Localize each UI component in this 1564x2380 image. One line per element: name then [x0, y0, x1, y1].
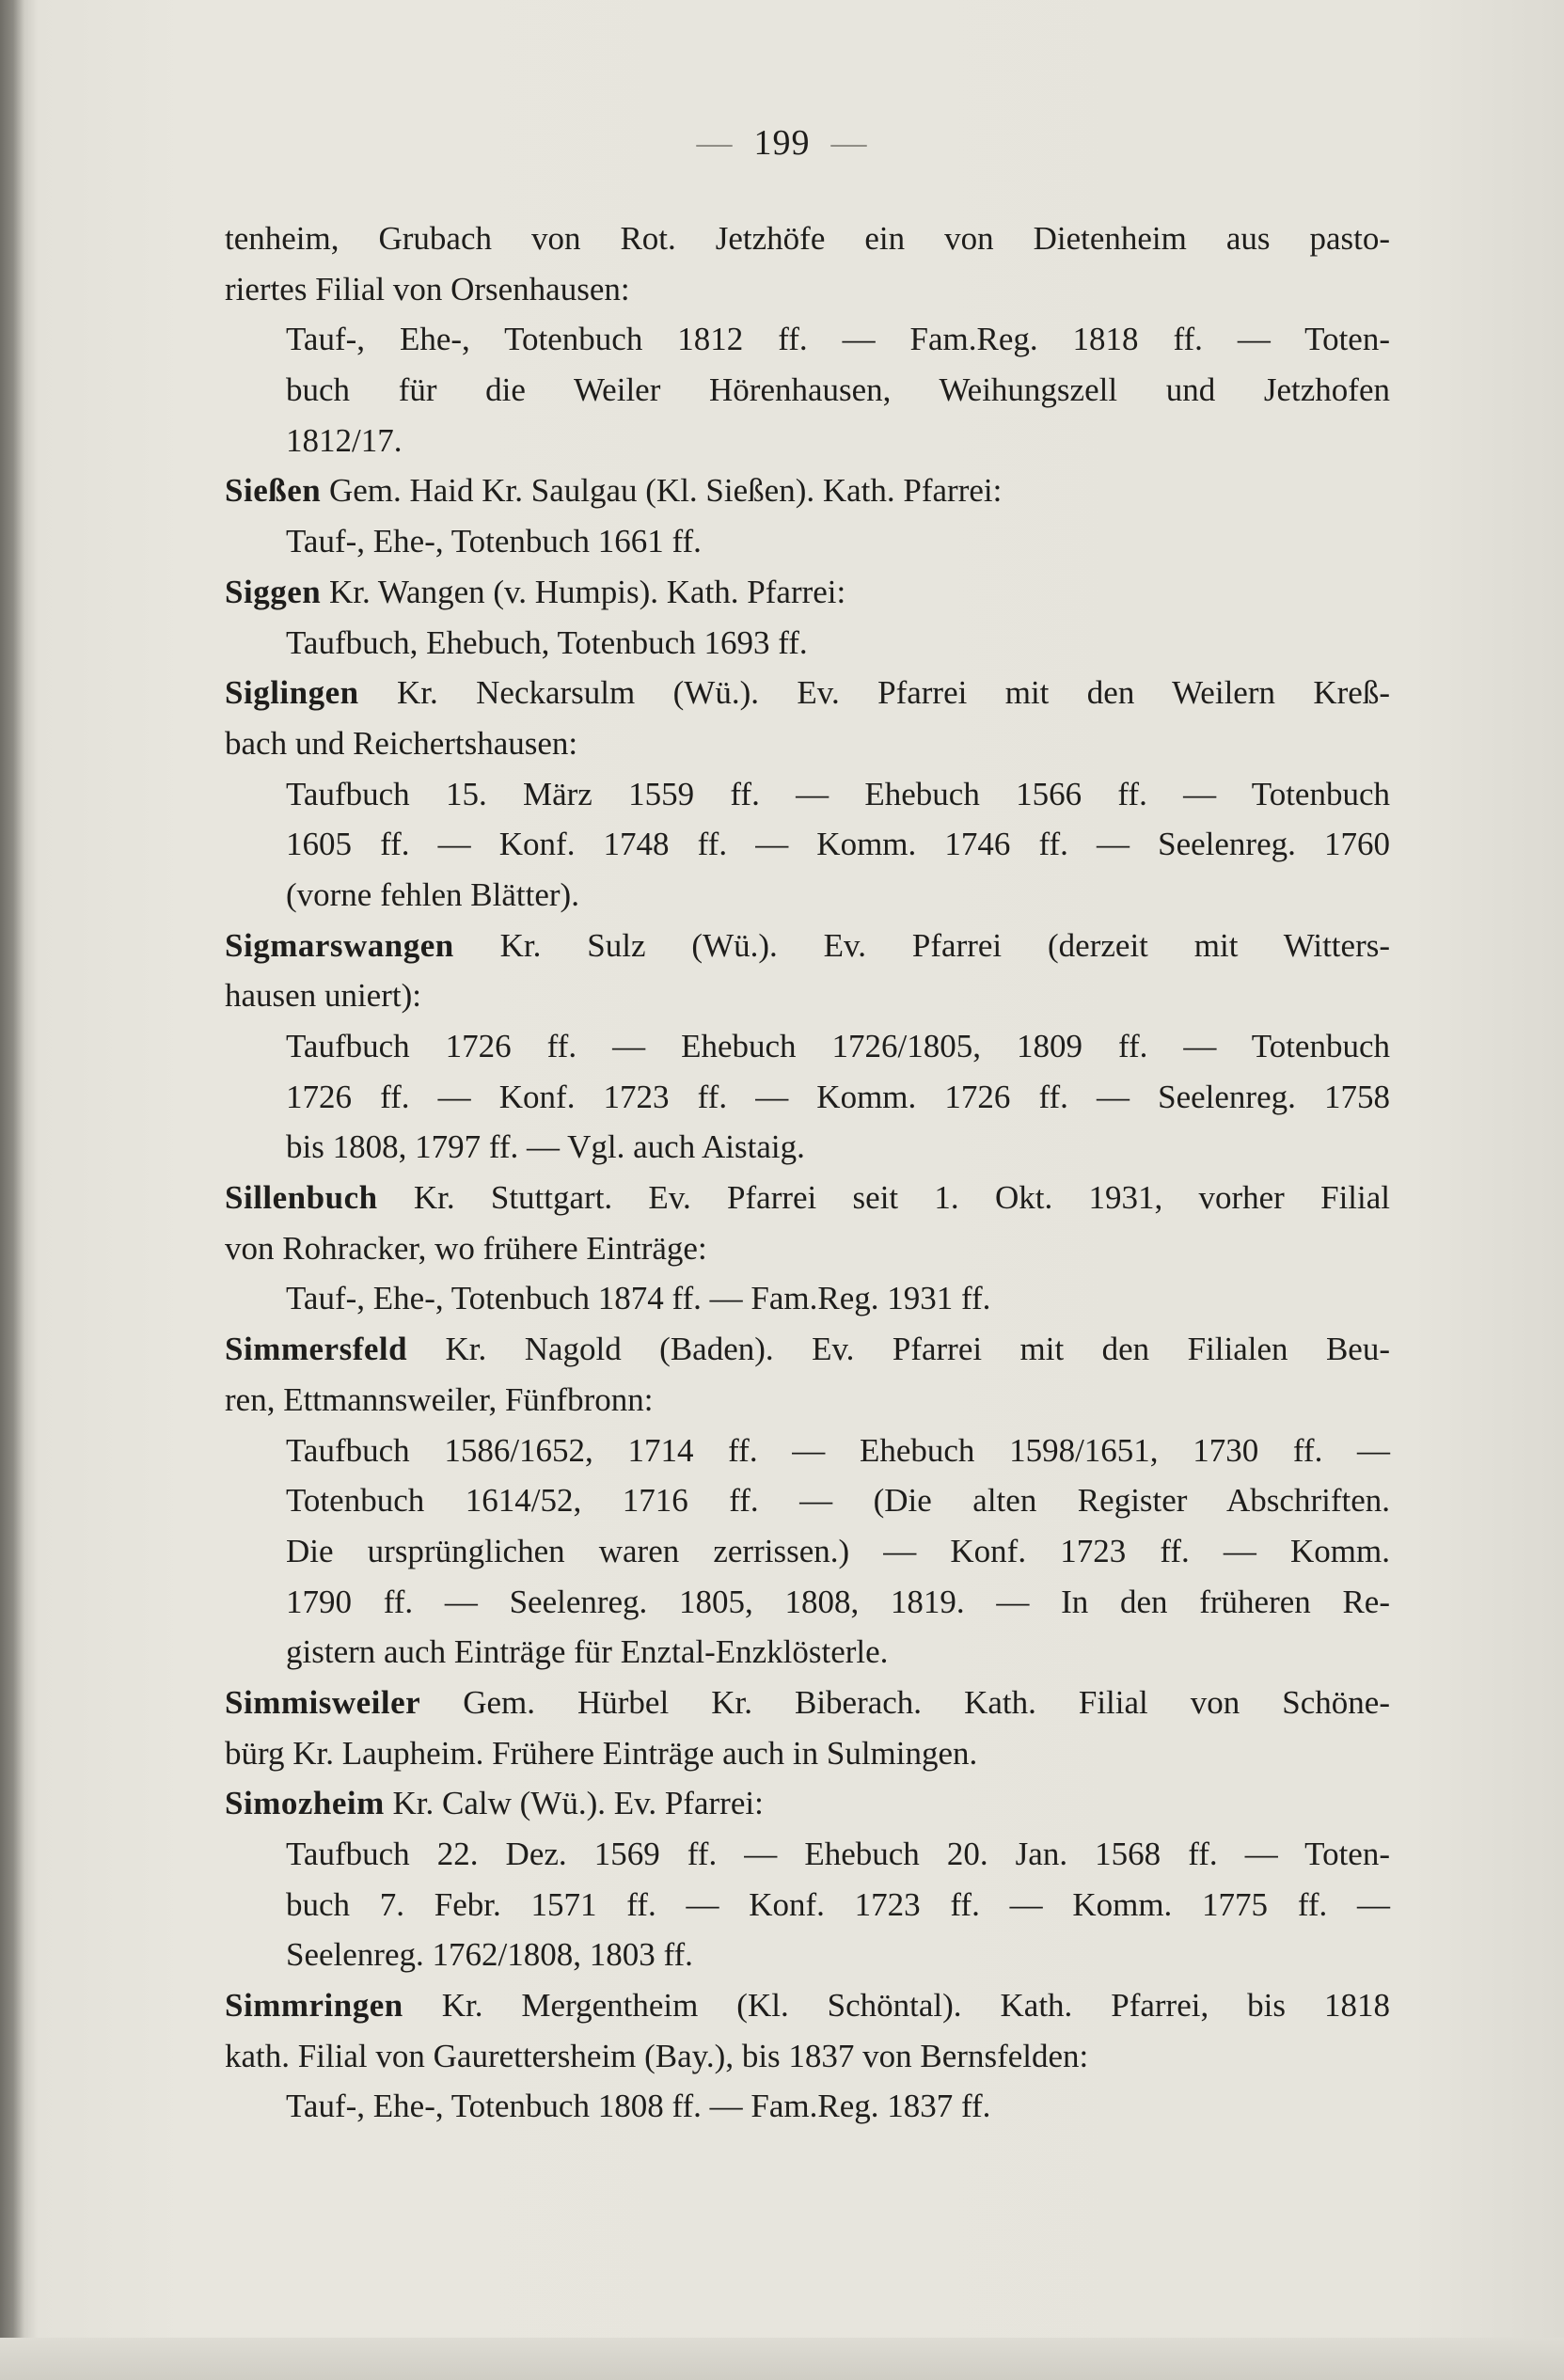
- line-text: Gem. Haid Kr. Saulgau (Kl. Sießen). Kath. Pfarrei:: [321, 472, 1003, 510]
- record-line: Die ursprünglichen waren zerrissen.) — Konf. 1723 ff. — Komm.: [286, 1532, 1390, 1569]
- entry-first-line: [225, 567, 1390, 618]
- entry-first-line: [225, 1980, 1390, 2031]
- record-line: Tauf-, Ehe-, Totenbuch 1874 ff. — Fam.Reg. 1931 ff.: [286, 1280, 991, 1317]
- line-text: von Rohracker, wo frühere Einträge:: [225, 1229, 707, 1267]
- entry-headword: Simozheim: [225, 1785, 385, 1822]
- entry-first-line: [225, 921, 1390, 971]
- entry: [225, 567, 1390, 668]
- entry-first-line: [225, 1324, 1390, 1375]
- record-line: Taufbuch 1586/1652, 1714 ff. — Ehebuch 1598/1651, 1730 ff. —: [286, 1431, 1390, 1469]
- entry-headword: Sießen: [225, 472, 322, 510]
- line-text: kath. Filial von Gaurettersheim (Bay.), bis 1837 von Bernsfelden:: [225, 2037, 1089, 2074]
- entry-headword: Siglingen: [225, 674, 359, 712]
- record-line: bis 1808, 1797 ff. — Vgl. auch Aistaig.: [286, 1128, 805, 1166]
- record-line: Totenbuch 1614/52, 1716 ff. — (Die alten Register Abschriften.: [286, 1482, 1390, 1520]
- entry-headword: Sigmarswangen: [225, 926, 454, 964]
- record-line: Taufbuch, Ehebuch, Totenbuch 1693 ff.: [286, 623, 808, 661]
- entry-headword: Siggen: [225, 573, 322, 610]
- line-text: bürg Kr. Laupheim. Frühere Einträge auch in Sulmingen.: [225, 1734, 978, 1772]
- record-line: buch für die Weiler Hörenhausen, Weihungszell und Jetzhofen: [286, 371, 1390, 409]
- entry-continuation-line: [225, 1728, 1390, 1779]
- page-number-dash-right: —: [830, 123, 868, 163]
- line-text: Kr. Neckarsulm (Wü.). Ev. Pfarrei mit den Weilern Kreß-: [358, 674, 1390, 712]
- page-bottom-shadow: [0, 2338, 1564, 2380]
- entry: [225, 1324, 1390, 1678]
- record-line: Tauf-, Ehe-, Totenbuch 1812 ff. — Fam.Reg. 1818 ff. — Toten-: [286, 321, 1390, 358]
- line-text: Kr. Mergentheim (Kl. Schöntal). Kath. Pfarrei, bis 1818: [403, 1987, 1390, 2025]
- line-text: Kr. Sulz (Wü.). Ev. Pfarrei (derzeit mit Witters-: [453, 926, 1390, 964]
- entry-first-line: [225, 1173, 1390, 1223]
- record-line: gistern auch Einträge für Enztal-Enzklösterle.: [286, 1633, 889, 1671]
- line-text: hausen uniert):: [225, 977, 421, 1015]
- record-line: Taufbuch 1726 ff. — Ehebuch 1726/1805, 1809 ff. — Totenbuch: [286, 1028, 1390, 1064]
- entry-first-line: [225, 1778, 1390, 1829]
- entry-headword: Simmersfeld: [225, 1331, 408, 1368]
- line-text: riertes Filial von Orsenhausen:: [225, 270, 630, 307]
- record-line: Tauf-, Ehe-, Totenbuch 1808 ff. — Fam.Reg. 1837 ff.: [286, 2088, 991, 2125]
- record-line: 1812/17.: [286, 421, 403, 459]
- entry: [225, 1678, 1390, 1778]
- entry-first-line: [225, 465, 1390, 516]
- entry: [225, 465, 1390, 566]
- entry-continuation-line: [225, 264, 1390, 315]
- line-text: Kr. Nagold (Baden). Ev. Pfarrei mit den Filialen Beu-: [407, 1331, 1390, 1368]
- entry-continuation-line: [225, 970, 1390, 1021]
- record-line: (vorne fehlen Blätter).: [286, 875, 579, 913]
- record-line: 1605 ff. — Konf. 1748 ff. — Komm. 1746 ff. — Seelenreg. 1760: [286, 826, 1390, 863]
- entry-continuation-line: [225, 718, 1390, 769]
- entry: [225, 1980, 1390, 2132]
- entry-first-line: [225, 213, 1390, 264]
- entry-first-line: [225, 668, 1390, 718]
- entry-headword: Sillenbuch: [225, 1179, 378, 1217]
- entry: [225, 921, 1390, 1173]
- entry-headword: Simmisweiler: [225, 1683, 421, 1721]
- record-line: 1790 ff. — Seelenreg. 1805, 1808, 1819. — In den früheren Re-: [286, 1583, 1390, 1620]
- line-text: Kr. Calw (Wü.). Ev. Pfarrei:: [384, 1785, 764, 1822]
- line-text: ren, Ettmannsweiler, Fünfbronn:: [225, 1380, 654, 1418]
- record-line: Taufbuch 22. Dez. 1569 ff. — Ehebuch 20. Jan. 1568 ff. — Toten-: [286, 1836, 1390, 1872]
- gazetteer-text: [225, 213, 1390, 2132]
- record-line: buch 7. Febr. 1571 ff. — Konf. 1723 ff. — Komm. 1775 ff. —: [286, 1885, 1390, 1923]
- record-line: Tauf-, Ehe-, Totenbuch 1661 ff.: [286, 523, 702, 560]
- entry-continuation-line: [225, 1223, 1390, 1274]
- record-line: Seelenreg. 1762/1808, 1803 ff.: [286, 1936, 693, 1974]
- page-number-dash-left: —: [696, 123, 734, 163]
- entry: [225, 213, 1390, 465]
- entry: [225, 1173, 1390, 1324]
- entry-continuation-line: [225, 1375, 1390, 1426]
- line-text: Gem. Hürbel Kr. Biberach. Kath. Filial von Schöne-: [420, 1683, 1390, 1721]
- entry-continuation-line: [225, 2031, 1390, 2082]
- record-line: 1726 ff. — Konf. 1723 ff. — Komm. 1726 ff. — Seelenreg. 1758: [286, 1078, 1390, 1115]
- page-number: 199: [753, 123, 811, 163]
- line-text: Kr. Wangen (v. Humpis). Kath. Pfarrei:: [321, 573, 846, 610]
- line-text: tenheim, Grubach von Rot. Jetzhöfe ein von Dietenheim aus pasto-: [225, 220, 1390, 257]
- entry: [225, 1778, 1390, 1980]
- entry-first-line: [225, 1678, 1390, 1728]
- entry-headword: Simmringen: [225, 1987, 403, 2025]
- line-text: bach und Reichertshausen:: [225, 724, 578, 762]
- record-line: Taufbuch 15. März 1559 ff. — Ehebuch 1566 ff. — Totenbuch: [286, 775, 1390, 812]
- line-text: Kr. Stuttgart. Ev. Pfarrei seit 1. Okt. 1931, vorher Filial: [377, 1179, 1390, 1217]
- entry: [225, 668, 1390, 920]
- page-header: [0, 122, 1564, 164]
